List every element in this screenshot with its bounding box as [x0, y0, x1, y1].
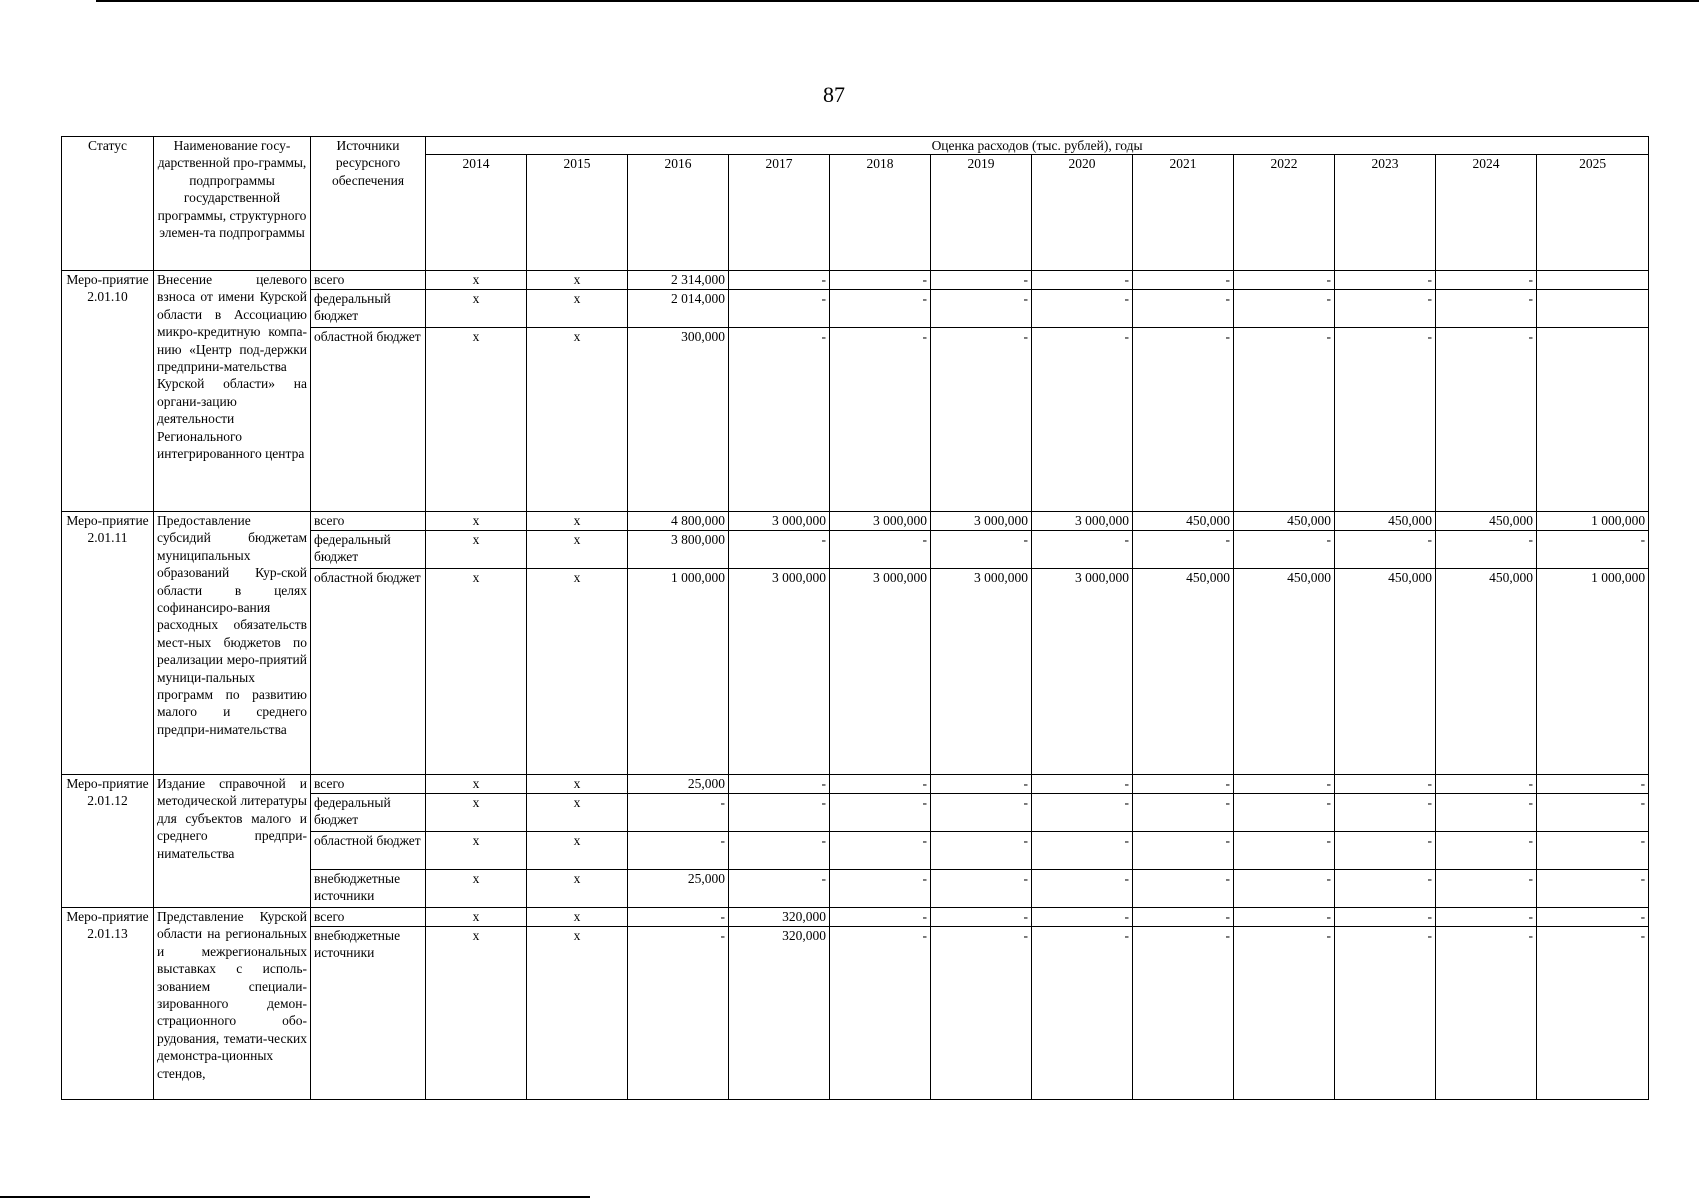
status-cell: Меро-приятие 2.01.12 — [62, 775, 154, 908]
value-cell: 3 000,000 — [729, 569, 830, 775]
header-year: 2025 — [1537, 155, 1649, 271]
value-cell: - — [1436, 927, 1537, 1100]
expenses-table — [61, 136, 1649, 1100]
value-cell: - — [931, 531, 1032, 569]
value-cell: - — [830, 328, 931, 512]
header-year: 2022 — [1234, 155, 1335, 271]
value-cell: - — [628, 832, 729, 870]
value-cell: - — [628, 927, 729, 1100]
value-cell: - — [729, 775, 830, 794]
value-cell: x — [527, 870, 628, 908]
value-cell: - — [1335, 290, 1436, 328]
value-cell: 3 800,000 — [628, 531, 729, 569]
value-cell: x — [527, 328, 628, 512]
value-cell: - — [830, 927, 931, 1100]
value-cell: - — [729, 794, 830, 832]
value-cell: - — [1335, 271, 1436, 290]
top-border-line — [96, 0, 1699, 2]
header-year: 2024 — [1436, 155, 1537, 271]
value-cell: - — [1335, 927, 1436, 1100]
source-cell: всего — [311, 775, 426, 794]
value-cell: - — [931, 328, 1032, 512]
source-cell: внебюджетные источники — [311, 927, 426, 1100]
value-cell: - — [931, 794, 1032, 832]
value-cell: - — [1234, 908, 1335, 927]
value-cell: x — [527, 271, 628, 290]
value-cell: - — [931, 271, 1032, 290]
value-cell: - — [1436, 775, 1537, 794]
value-cell: - — [1032, 531, 1133, 569]
value-cell: - — [1032, 328, 1133, 512]
header-year: 2016 — [628, 155, 729, 271]
value-cell: - — [1436, 328, 1537, 512]
header-year: 2017 — [729, 155, 830, 271]
source-cell: федеральный бюджет — [311, 290, 426, 328]
value-cell: - — [1335, 531, 1436, 569]
value-cell: - — [1234, 271, 1335, 290]
value-cell: - — [1335, 908, 1436, 927]
value-cell: - — [1133, 870, 1234, 908]
value-cell: x — [527, 531, 628, 569]
source-cell: областной бюджет — [311, 328, 426, 512]
value-cell: 450,000 — [1335, 512, 1436, 531]
value-cell: - — [729, 870, 830, 908]
header-year: 2014 — [426, 155, 527, 271]
value-cell: x — [527, 775, 628, 794]
value-cell: - — [1133, 531, 1234, 569]
table-row — [62, 908, 1649, 927]
value-cell: - — [1133, 775, 1234, 794]
name-cell: Внесение целевого взноса от имени Курской области в Ассоциацию микро-кредитную компа-нию «Центр под-держки предприни-мательства Курской области» на органи-зацию деятельности Регионального интегрированного центра — [154, 271, 311, 512]
value-cell: 25,000 — [628, 870, 729, 908]
value-cell: - — [1537, 908, 1649, 927]
value-cell: - — [729, 290, 830, 328]
value-cell: - — [1133, 328, 1234, 512]
value-cell: - — [1234, 794, 1335, 832]
value-cell: - — [729, 832, 830, 870]
value-cell: - — [931, 775, 1032, 794]
source-cell: всего — [311, 512, 426, 531]
value-cell: x — [426, 908, 527, 927]
value-cell: - — [830, 271, 931, 290]
value-cell: - — [1032, 290, 1133, 328]
value-cell: - — [1234, 531, 1335, 569]
value-cell: 450,000 — [1234, 569, 1335, 775]
header-name: Наименование госу-дарственной про-граммы, подпрограммы государственной программы, структурного элемен-та подпрограммы — [154, 137, 311, 271]
value-cell: - — [1234, 775, 1335, 794]
source-cell: областной бюджет — [311, 832, 426, 870]
value-cell: - — [1537, 775, 1649, 794]
value-cell: x — [426, 832, 527, 870]
value-cell: 450,000 — [1436, 569, 1537, 775]
value-cell: - — [628, 794, 729, 832]
value-cell: 3 000,000 — [729, 512, 830, 531]
value-cell: 320,000 — [729, 908, 830, 927]
value-cell: x — [426, 775, 527, 794]
value-cell: - — [1133, 927, 1234, 1100]
header-row-1 — [62, 137, 1649, 155]
value-cell: - — [1335, 775, 1436, 794]
value-cell: - — [1133, 271, 1234, 290]
value-cell: - — [1032, 832, 1133, 870]
value-cell: - — [931, 290, 1032, 328]
source-cell: всего — [311, 271, 426, 290]
value-cell: - — [729, 271, 830, 290]
value-cell: - — [1537, 794, 1649, 832]
value-cell: - — [1335, 870, 1436, 908]
value-cell: - — [1335, 794, 1436, 832]
value-cell: - — [1537, 531, 1649, 569]
header-expenses: Оценка расходов (тыс. рублей), годы — [426, 137, 1649, 155]
value-cell: - — [1032, 794, 1133, 832]
value-cell: 3 000,000 — [830, 569, 931, 775]
value-cell: - — [1537, 927, 1649, 1100]
value-cell: 2 314,000 — [628, 271, 729, 290]
value-cell: 1 000,000 — [1537, 512, 1649, 531]
value-cell: - — [1436, 832, 1537, 870]
value-cell: x — [426, 531, 527, 569]
value-cell: - — [830, 832, 931, 870]
header-year: 2023 — [1335, 155, 1436, 271]
value-cell: - — [1436, 271, 1537, 290]
value-cell: - — [1032, 870, 1133, 908]
value-cell: - — [729, 328, 830, 512]
value-cell: - — [1335, 328, 1436, 512]
status-cell: Меро-приятие 2.01.10 — [62, 271, 154, 512]
source-cell: внебюджетные источники — [311, 870, 426, 908]
status-cell: Меро-приятие 2.01.11 — [62, 512, 154, 775]
table-row — [62, 775, 1649, 794]
source-cell: всего — [311, 908, 426, 927]
value-cell: - — [1436, 290, 1537, 328]
value-cell: - — [1234, 328, 1335, 512]
header-year: 2018 — [830, 155, 931, 271]
value-cell: 3 000,000 — [931, 569, 1032, 775]
table-row — [62, 512, 1649, 531]
value-cell: - — [931, 927, 1032, 1100]
bottom-border-line — [0, 1196, 590, 1198]
value-cell: x — [426, 512, 527, 531]
value-cell: - — [830, 870, 931, 908]
value-cell: x — [426, 290, 527, 328]
value-cell: x — [426, 328, 527, 512]
value-cell: 300,000 — [628, 328, 729, 512]
value-cell: 4 800,000 — [628, 512, 729, 531]
value-cell: - — [1234, 927, 1335, 1100]
value-cell: - — [830, 908, 931, 927]
value-cell: - — [1032, 908, 1133, 927]
value-cell: x — [527, 908, 628, 927]
value-cell: - — [830, 531, 931, 569]
value-cell: - — [1234, 832, 1335, 870]
value-cell: x — [527, 832, 628, 870]
value-cell: x — [426, 870, 527, 908]
status-cell: Меро-приятие 2.01.13 — [62, 908, 154, 1100]
value-cell: - — [1436, 870, 1537, 908]
value-cell: - — [830, 290, 931, 328]
value-cell: - — [1234, 870, 1335, 908]
value-cell: 450,000 — [1133, 569, 1234, 775]
value-cell: 450,000 — [1436, 512, 1537, 531]
value-cell: x — [527, 794, 628, 832]
value-cell: - — [830, 794, 931, 832]
value-cell: 3 000,000 — [830, 512, 931, 531]
value-cell: - — [1133, 832, 1234, 870]
value-cell: 25,000 — [628, 775, 729, 794]
value-cell: - — [931, 908, 1032, 927]
value-cell: - — [1436, 794, 1537, 832]
value-cell: 320,000 — [729, 927, 830, 1100]
value-cell: - — [1133, 290, 1234, 328]
value-cell: x — [527, 927, 628, 1100]
value-cell: 3 000,000 — [931, 512, 1032, 531]
page-number: 87 — [823, 82, 845, 107]
header-year: 2019 — [931, 155, 1032, 271]
value-cell: - — [1133, 908, 1234, 927]
header-year: 2015 — [527, 155, 628, 271]
value-cell — [1537, 271, 1649, 290]
value-cell: 450,000 — [1133, 512, 1234, 531]
value-cell: x — [426, 794, 527, 832]
value-cell: - — [729, 531, 830, 569]
value-cell: - — [1234, 290, 1335, 328]
value-cell — [1537, 328, 1649, 512]
value-cell: - — [1032, 775, 1133, 794]
value-cell: 1 000,000 — [628, 569, 729, 775]
table-row — [62, 271, 1649, 290]
value-cell: - — [1133, 794, 1234, 832]
header-sources: Источники ресурсного обеспечения — [311, 137, 426, 271]
value-cell: - — [628, 908, 729, 927]
source-cell: федеральный бюджет — [311, 531, 426, 569]
value-cell: - — [1335, 832, 1436, 870]
value-cell: x — [426, 271, 527, 290]
value-cell: x — [527, 569, 628, 775]
value-cell: x — [527, 290, 628, 328]
value-cell: 450,000 — [1234, 512, 1335, 531]
value-cell: 2 014,000 — [628, 290, 729, 328]
value-cell: 3 000,000 — [1032, 512, 1133, 531]
name-cell: Представление Курской области на региональных и межрегиональных выставках с исполь-зованием специали-зированного демон-страционного обо-рудования, темати-ческих демонстра-ционных стендов, — [154, 908, 311, 1100]
header-year: 2021 — [1133, 155, 1234, 271]
value-cell: - — [1436, 908, 1537, 927]
value-cell — [1537, 290, 1649, 328]
source-cell: областной бюджет — [311, 569, 426, 775]
value-cell: - — [1537, 870, 1649, 908]
value-cell: - — [1032, 271, 1133, 290]
value-cell: - — [1032, 927, 1133, 1100]
value-cell: 450,000 — [1335, 569, 1436, 775]
value-cell: - — [1537, 832, 1649, 870]
value-cell: - — [1436, 531, 1537, 569]
header-status: Статус — [62, 137, 154, 271]
value-cell: 3 000,000 — [1032, 569, 1133, 775]
name-cell: Предоставление субсидий бюджетам муниципальных образований Кур-ской области в целях софинансиро-вания расходных обязательств мест-ных бюджетов по реализации меро-приятий муници-пальных программ по развитию малого и среднего предпри-нимательства — [154, 512, 311, 775]
value-cell: x — [426, 569, 527, 775]
value-cell: - — [931, 832, 1032, 870]
value-cell: 1 000,000 — [1537, 569, 1649, 775]
name-cell: Издание справочной и методической литературы для субъектов малого и среднего предпри-нимательства — [154, 775, 311, 908]
header-year: 2020 — [1032, 155, 1133, 271]
source-cell: федеральный бюджет — [311, 794, 426, 832]
value-cell: x — [527, 512, 628, 531]
value-cell: - — [931, 870, 1032, 908]
value-cell: - — [830, 775, 931, 794]
value-cell: x — [426, 927, 527, 1100]
